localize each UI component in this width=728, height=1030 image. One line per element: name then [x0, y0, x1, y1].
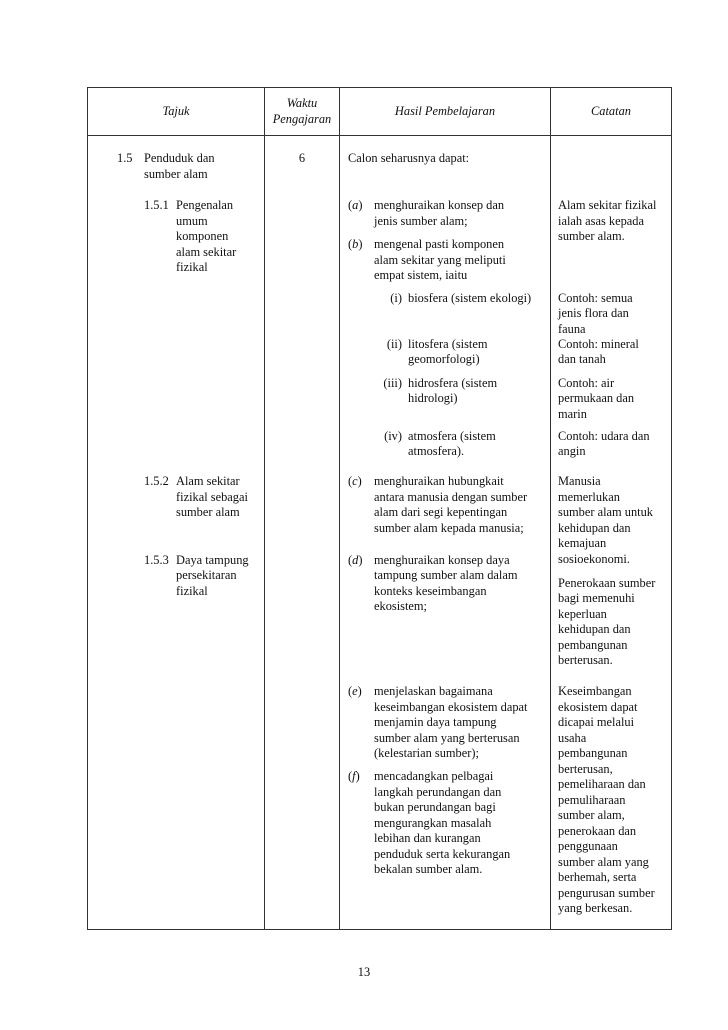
note-line: Keseimbangan — [558, 684, 632, 698]
outcome-iii-line: hidrosfera (sistem — [408, 376, 498, 390]
note-line: jenis flora dan — [558, 306, 629, 320]
outcome-ii-line: litosfera (sistem — [408, 337, 488, 351]
table-bottom-border — [87, 929, 672, 930]
outcome-f-line: mengurangkan masalah — [374, 816, 492, 830]
outcome-c-line: antara manusia dengan sumber — [374, 490, 528, 504]
note-line: sosioekonomi. — [558, 552, 630, 566]
note-line: berterusan. — [558, 653, 613, 667]
note-line: usaha — [558, 731, 587, 745]
subtopic-title-line: fizikal — [176, 584, 208, 598]
note-line: Contoh: semua — [558, 291, 633, 305]
subtopic-title-line: umum — [176, 214, 208, 228]
note-line: pengurusan sumber — [558, 886, 655, 900]
subtopic-title-line: fizikal sebagai — [176, 490, 248, 504]
note-line: pemeliharaan dan — [558, 777, 646, 791]
subtopic-title-line: alam sekitar — [176, 245, 237, 259]
note-line: penggunaan — [558, 839, 618, 853]
subtopic-number: 1.5.1 — [144, 198, 169, 212]
note-line: sumber alam yang — [558, 855, 649, 869]
outcome-e-line: keseimbangan ekosistem dapat — [374, 700, 528, 714]
outcome-ii-label: (ii) — [386, 337, 402, 351]
outcome-f-line: langkah perundangan dan — [374, 785, 502, 799]
note-line: dan tanah — [558, 352, 606, 366]
outcome-f-line: bekalan sumber alam. — [374, 862, 483, 876]
note-line: permukaan dan — [558, 391, 635, 405]
outcome-f-line: mencadangkan pelbagai — [374, 769, 494, 783]
outcome-iv-label: (iv) — [384, 429, 402, 443]
outcome-a-line: jenis sumber alam; — [374, 214, 468, 228]
outcome-c-line: menghuraikan hubungkait — [374, 474, 504, 488]
topic-title-1: Penduduk dan — [144, 151, 215, 165]
note-line: Penerokaan sumber — [558, 576, 656, 590]
note-line: ekosistem dapat — [558, 700, 638, 714]
outcome-i-line: biosfera (sistem ekologi) — [408, 291, 532, 305]
subtopic-title-line: Alam sekitar — [176, 474, 240, 488]
note-line: dicapai melalui — [558, 715, 635, 729]
outcome-d-line: konteks keseimbangan — [374, 584, 487, 598]
note-line: keperluan — [558, 607, 607, 621]
note-line: Alam sekitar fizikal — [558, 198, 657, 212]
note-line: kemajuan — [558, 536, 607, 550]
note-line: pembangunan — [558, 746, 628, 760]
note-line: sumber alam. — [558, 229, 625, 243]
outcome-b-line: mengenal pasti komponen — [374, 237, 505, 251]
col-divider-3 — [550, 87, 551, 930]
note-line: ialah asas kepada — [558, 214, 645, 228]
col-divider-1 — [264, 87, 265, 930]
header-catatan: Catatan — [591, 104, 631, 118]
outcome-e-line: sumber alam yang berterusan — [374, 731, 520, 745]
outcome-d-label: (d) — [348, 553, 363, 567]
note-line: sumber alam untuk — [558, 505, 653, 519]
header-pengajaran: Pengajaran — [272, 112, 332, 126]
note-line: sumber alam, — [558, 808, 625, 822]
outcome-a-line: menghuraikan konsep dan — [374, 198, 505, 212]
table-top-border — [87, 87, 672, 88]
col-divider-2 — [339, 87, 340, 930]
outcome-e-line: menjamin daya tampung — [374, 715, 497, 729]
outcome-c-line: alam dari segi kepentingan — [374, 505, 508, 519]
note-line: Contoh: air — [558, 376, 615, 390]
subtopic-title-line: Pengenalan — [176, 198, 234, 212]
subtopic-title-line: Daya tampung — [176, 553, 249, 567]
note-line: Contoh: udara dan — [558, 429, 650, 443]
note-line: yang berkesan. — [558, 901, 633, 915]
outcome-b-label: (b) — [348, 237, 363, 251]
outcome-f-line: bukan perundangan bagi — [374, 800, 496, 814]
topic-number: 1.5 — [117, 151, 133, 165]
outcome-e-line: menjelaskan bagaimana — [374, 684, 493, 698]
outcome-d-line: tampung sumber alam dalam — [374, 568, 518, 582]
outcome-f-label: (f) — [348, 769, 360, 783]
note-line: Manusia — [558, 474, 601, 488]
outcome-e-label: (e) — [348, 684, 362, 698]
topic-title-2: sumber alam — [144, 167, 208, 181]
header-hasil: Hasil Pembelajaran — [394, 104, 496, 118]
note-line: bagi memenuhi — [558, 591, 635, 605]
subtopic-number: 1.5.2 — [144, 474, 169, 488]
note-line: memerlukan — [558, 490, 620, 504]
note-line: pemuliharaan — [558, 793, 626, 807]
note-line: penerokaan dan — [558, 824, 637, 838]
outcome-iv-line: atmosfera (sistem — [408, 429, 496, 443]
table-right-border — [671, 87, 672, 930]
note-line: fauna — [558, 322, 586, 336]
outcome-a-label: (a) — [348, 198, 363, 212]
outcome-f-line: penduduk serta kekurangan — [374, 847, 511, 861]
outcome-i-label: (i) — [390, 291, 402, 305]
note-line: kehidupan dan — [558, 622, 631, 636]
outcome-c-line: sumber alam kepada manusia; — [374, 521, 524, 535]
outcome-ii-line: geomorfologi) — [408, 352, 480, 366]
header-bottom-border — [87, 135, 672, 136]
outcome-iv-line: atmosfera). — [408, 444, 465, 458]
page-number: 13 — [357, 965, 371, 979]
outcome-d-line: menghuraikan konsep daya — [374, 553, 510, 567]
subtopic-title-line: komponen — [176, 229, 229, 243]
outcome-b-line: empat sistem, iaitu — [374, 268, 468, 282]
note-line: kehidupan dan — [558, 521, 631, 535]
subtopic-title-line: persekitaran — [176, 568, 237, 582]
topic-waktu: 6 — [298, 151, 306, 165]
note-line: pembangunan — [558, 638, 628, 652]
topic-intro: Calon seharusnya dapat: — [348, 151, 470, 165]
outcome-f-line: lebihan dan kurangan — [374, 831, 481, 845]
note-line: Contoh: mineral — [558, 337, 639, 351]
note-line: berhemah, serta — [558, 870, 637, 884]
outcome-iii-line: hidrologi) — [408, 391, 458, 405]
header-tajuk: Tajuk — [162, 104, 190, 118]
outcome-iii-label: (iii) — [383, 376, 402, 390]
header-waktu: Waktu — [286, 96, 318, 110]
note-line: marin — [558, 407, 587, 421]
subtopic-title-line: fizikal — [176, 260, 208, 274]
table-left-border — [87, 87, 88, 930]
note-line: berterusan, — [558, 762, 613, 776]
outcome-e-line: (kelestarian sumber); — [374, 746, 479, 760]
outcome-b-line: alam sekitar yang meliputi — [374, 253, 506, 267]
subtopic-number: 1.5.3 — [144, 553, 169, 567]
subtopic-title-line: sumber alam — [176, 505, 240, 519]
outcome-d-line: ekosistem; — [374, 599, 427, 613]
outcome-c-label: (c) — [348, 474, 362, 488]
note-line: angin — [558, 444, 586, 458]
